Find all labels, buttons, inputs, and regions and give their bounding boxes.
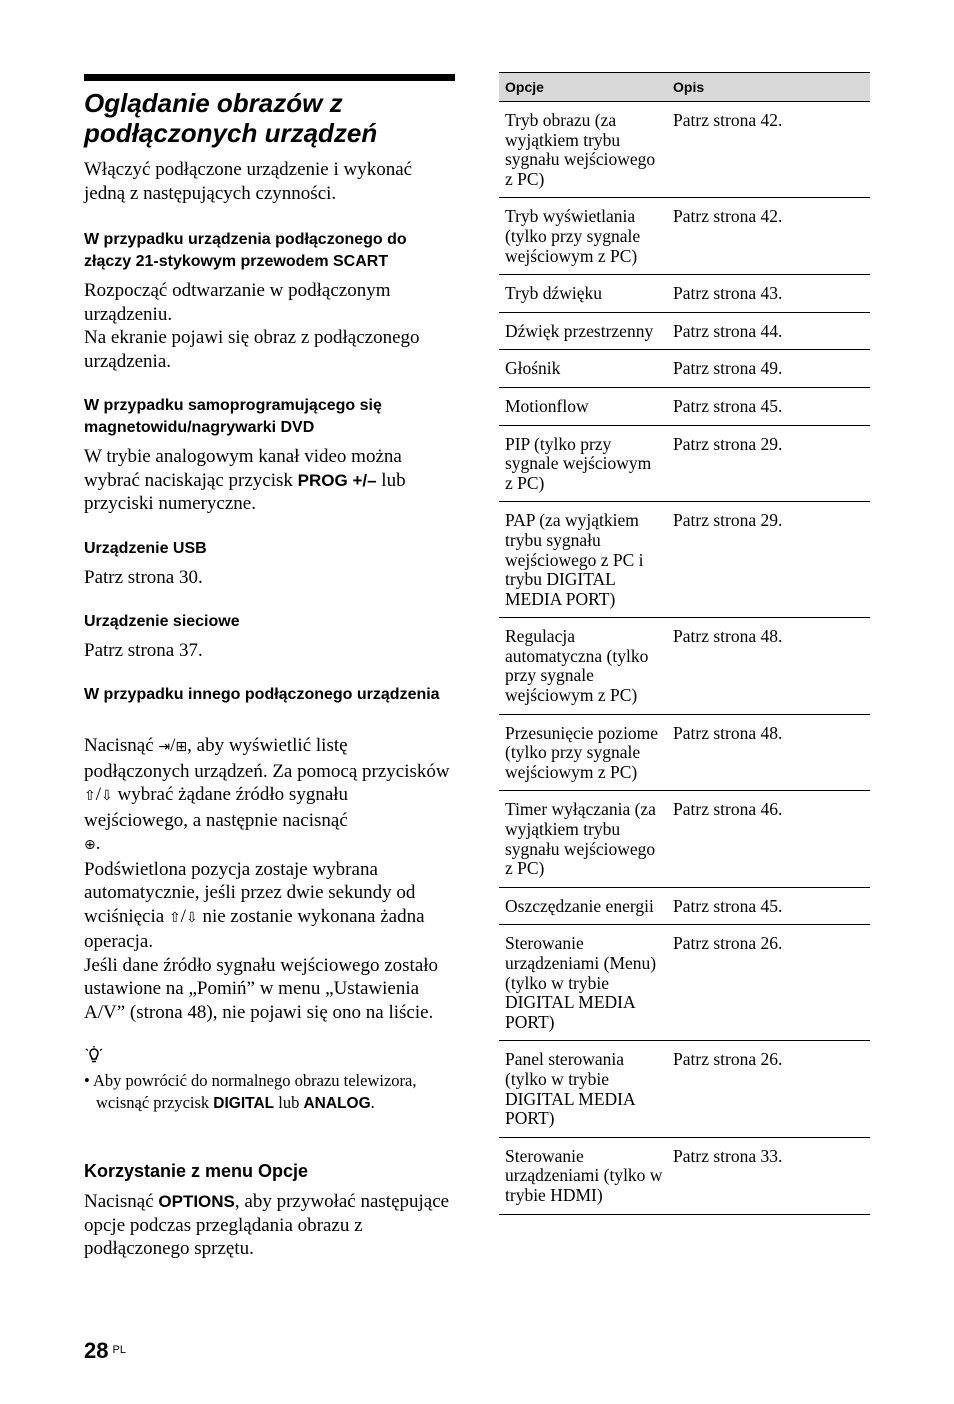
table-row	[499, 791, 870, 887]
option-name: Sterowanie urządzeniami (Menu) (tylko w trybie DIGITAL MEDIA PORT)	[499, 925, 667, 1041]
table-row	[499, 887, 870, 925]
option-page-ref: Patrz strona 46.	[667, 791, 870, 887]
table-row	[499, 102, 870, 198]
page-language: PL	[112, 1344, 126, 1356]
table-row	[499, 198, 870, 275]
network-heading: Urządzenie sieciowe	[84, 613, 240, 630]
option-page-ref: Patrz strona 49.	[667, 350, 870, 388]
usb-heading: Urządzenie USB	[84, 540, 207, 557]
option-name: Głośnik	[499, 350, 667, 388]
option-page-ref: Patrz strona 45.	[667, 387, 870, 425]
digital-button-label: DIGITAL	[213, 1095, 275, 1112]
table-header-row	[499, 73, 870, 102]
option-page-ref: Patrz strona 29.	[667, 425, 870, 502]
other-body: Nacisnąć ⇥/⊞, aby wyświetlić listę podłączonych urządzeń. Za pomocą przycisków ⇧/⇩ wybrać żądane źródło sygnału wejściowego, a następnie nacisnąć ⊕. Podświetlona pozycja zostaje wybrana automatycznie, jeśli przez dwie sekundy od wciśnięcia ⇧/⇩ nie zostanie wykonana żadna operacja. Jeśli dane źródło sygnału wejściowego zostało ustawione na „Pomiń” w menu „Ustawienia A/V” (strona 48), nie pojawi się ono na liście.	[84, 735, 450, 1023]
table-row	[499, 618, 870, 714]
options-heading: Korzystanie z menu Opcje	[84, 1161, 309, 1181]
page-title: Oglądanie obrazów z podłączonych urządzeń	[84, 88, 378, 148]
other-heading: W przypadku innego podłączonego urządzenia	[84, 686, 440, 703]
option-page-ref: Patrz strona 43.	[667, 275, 870, 313]
up-arrow-icon: ⇧	[168, 909, 181, 926]
option-page-ref: Patrz strona 26.	[667, 1041, 870, 1137]
option-page-ref: Patrz strona 33.	[667, 1137, 870, 1214]
option-name: PIP (tylko przy sygnale wejściowym z PC)	[499, 425, 667, 502]
page-number: 28 $^{PL}$	[84, 1338, 126, 1363]
option-name: Oszczędzanie energii	[499, 887, 667, 925]
option-page-ref: Patrz strona 42.	[667, 102, 870, 198]
column-header-options: Opcje	[499, 73, 667, 102]
down-arrow-icon: ⇩	[101, 788, 113, 804]
option-page-ref: Patrz strona 42.	[667, 198, 870, 275]
vcr-text: W trybie analogowym kanał video można wybrać naciskając przycisk PROG +/– lub przyciski numeryczne.	[84, 446, 406, 514]
option-page-ref: Patrz strona 29.	[667, 502, 870, 618]
option-name: Tryb dźwięku	[499, 275, 667, 313]
option-page-ref: Patrz strona 48.	[667, 618, 870, 714]
list-icon: ⊞	[175, 739, 188, 755]
table-row	[499, 714, 870, 791]
options-button-label: OPTIONS	[158, 1192, 235, 1211]
option-page-ref: Patrz strona 48.	[667, 714, 870, 791]
table-row	[499, 425, 870, 502]
down-arrow-icon: ⇩	[185, 909, 198, 926]
table-row	[499, 275, 870, 313]
table-row	[499, 925, 870, 1041]
table-row	[499, 1137, 870, 1214]
option-name: Timer wyłączania (za wyjątkiem trybu sygnału wejściowego z PC)	[499, 791, 667, 887]
title-rule	[84, 74, 455, 81]
column-header-description: Opis	[667, 73, 870, 102]
option-name: Tryb obrazu (za wyjątkiem trybu sygnału wejściowego z PC)	[499, 102, 667, 198]
table-row	[499, 1041, 870, 1137]
vcr-heading: W przypadku samoprogramującego się magnetowidu/nagrywarki DVD	[84, 397, 382, 436]
option-page-ref: Patrz strona 45.	[667, 887, 870, 925]
option-name: Dźwięk przestrzenny	[499, 312, 667, 350]
option-page-ref: Patrz strona 26.	[667, 925, 870, 1041]
scart-body: Rozpocząć odtwarzanie w podłączonym urządzeniu. Na ekranie pojawi się obraz z podłączonego urządzenia.	[84, 280, 420, 372]
option-name: PAP (za wyjątkiem trybu sygnału wejściowego z PC i trybu DIGITAL MEDIA PORT)	[499, 502, 667, 618]
option-page-ref: Patrz strona 44.	[667, 312, 870, 350]
usb-text: Patrz strona 30.	[84, 567, 203, 588]
scart-heading: W przypadku urządzenia podłączonego do złączy 21-stykowym przewodem SCART	[84, 231, 407, 270]
analog-button-label: ANALOG	[303, 1095, 371, 1112]
option-name: Tryb wyświetlania (tylko przy sygnale wejściowym z PC)	[499, 198, 667, 275]
intro-text: Włączyć podłączone urządzenie i wykonać jedną z następujących czynności.	[84, 159, 413, 204]
table-row	[499, 502, 870, 618]
table-row	[499, 387, 870, 425]
ok-button-icon: ⊕	[84, 837, 96, 853]
input-icon: ⇥	[158, 739, 171, 755]
option-name: Regulacja automatyczna (tylko przy sygnale wejściowym z PC)	[499, 618, 667, 714]
option-name: Panel sterowania (tylko w trybie DIGITAL MEDIA PORT)	[499, 1041, 667, 1137]
table-row	[499, 312, 870, 350]
option-name: Sterowanie urządzeniami (tylko w trybie HDMI)	[499, 1137, 667, 1214]
up-arrow-icon: ⇧	[84, 788, 96, 804]
prog-button-label: PROG +/–	[297, 470, 377, 490]
option-name: Motionflow	[499, 387, 667, 425]
options-text: Nacisnąć OPTIONS, aby przywołać następujące opcje podczas przeglądania obrazu z podłączonego sprzętu.	[84, 1191, 450, 1259]
tip-text: • Aby powrócić do normalnego obrazu telewizora, wcisnąć przycisk DIGITAL lub ANALOG.	[84, 1071, 417, 1112]
tip-icon	[84, 1046, 456, 1071]
network-text: Patrz strona 37.	[84, 640, 203, 661]
option-name: Przesunięcie poziome (tylko przy sygnale wejściowym z PC)	[499, 714, 667, 791]
options-table	[499, 72, 870, 1215]
table-row	[499, 350, 870, 388]
